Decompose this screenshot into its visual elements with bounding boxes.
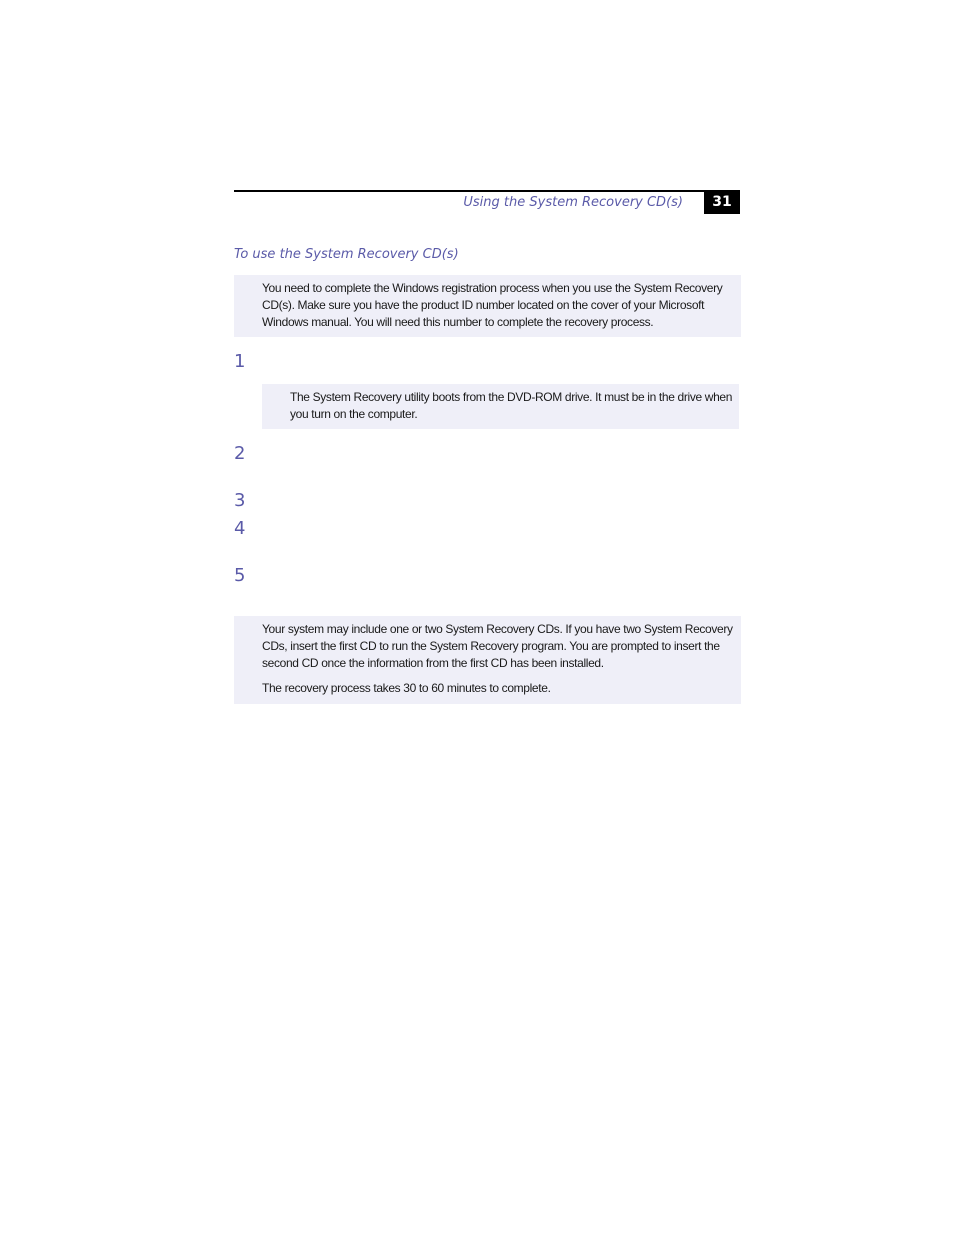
step-number-3: 3 (234, 490, 246, 511)
step-number-5: 5 (234, 565, 246, 586)
section-heading: To use the System Recovery CD(s) (234, 247, 459, 262)
note-dvd-boot (262, 384, 739, 429)
page-number: 31 (704, 191, 740, 214)
step-number-4: 4 (234, 518, 246, 539)
note-dvd-boot-text: The System Recovery utility boots from the DVD-ROM drive. It must be in the drive when you turn on the computer. (290, 390, 733, 421)
running-head: Using the System Recovery CD(s) (463, 195, 683, 210)
step-number-2: 2 (234, 443, 246, 464)
header-rule (234, 190, 740, 192)
step-number-1: 1 (234, 351, 246, 372)
note-multiple-cds (234, 616, 741, 704)
note-multiple-cds-text: Your system may include one or two System Recovery CDs. If you have two System Recovery CDs, insert the first CD to run the System Recovery program. You are prompted to insert the second CD once the information from the first CD has been installed. (262, 622, 733, 670)
note-registration (234, 275, 741, 337)
note-duration-text: The recovery process takes 30 to 60 minutes to complete. (262, 681, 551, 695)
note-registration-text: You need to complete the Windows registration process when you use the System Recovery CD(s). Make sure you have the product ID number located on the cover of your Microsoft Windows manual. You will need this number to complete the recovery process. (262, 281, 723, 329)
